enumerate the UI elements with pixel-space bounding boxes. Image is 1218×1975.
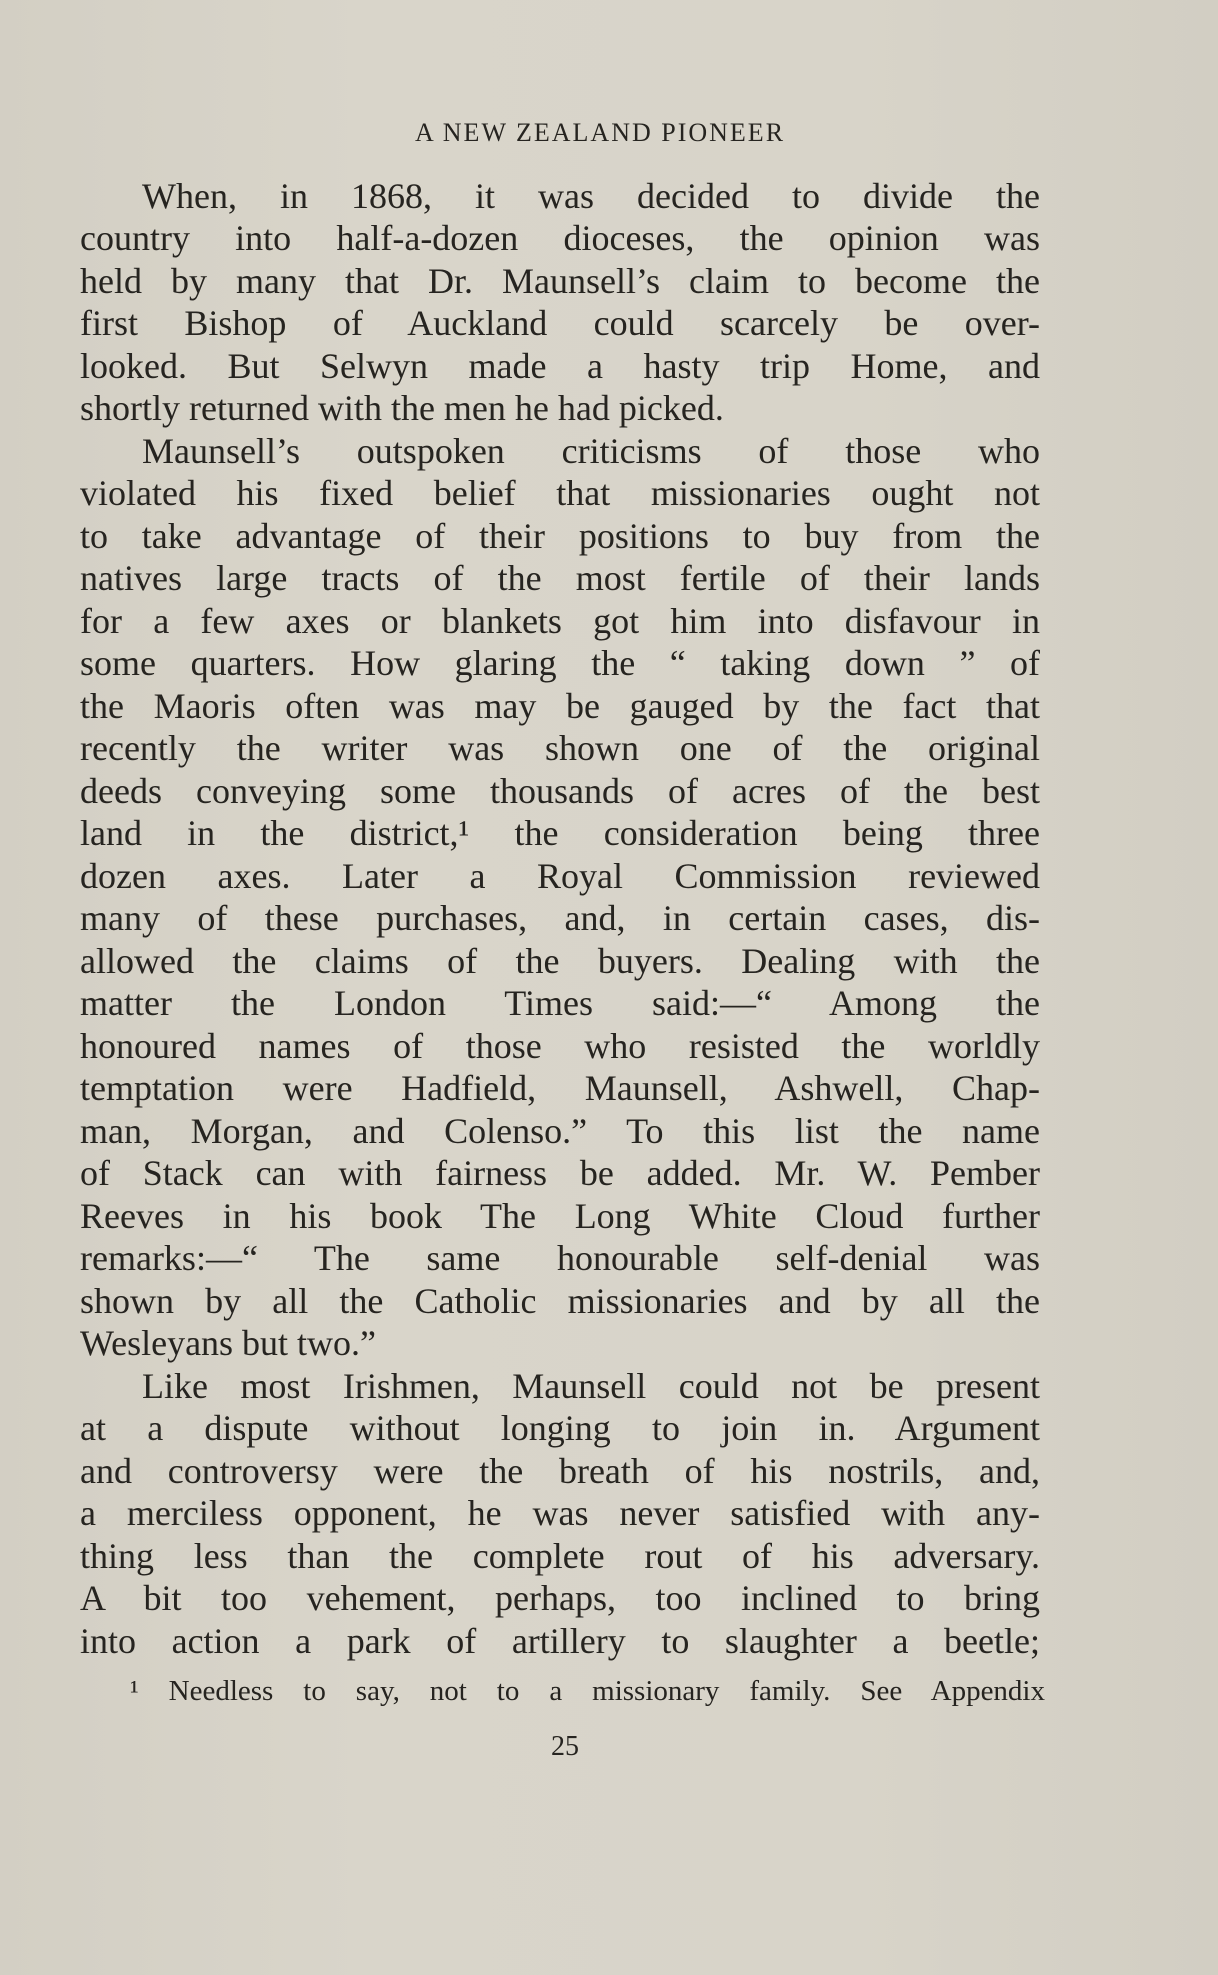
text-line: of Stack can with fairness be added. Mr. W. Pember: [80, 1153, 1040, 1193]
text-line: When, in 1868, it was decided to divide the: [142, 176, 1040, 216]
text-line: dozen axes. Later a Royal Commission reviewed: [80, 856, 1040, 896]
text-line: land in the district,¹ the consideration being three: [80, 813, 1040, 853]
text-line: honoured names of those who resisted the worldly: [80, 1026, 1040, 1066]
text-line: shortly returned with the men he had picked.: [80, 388, 724, 428]
text-line: Like most Irishmen, Maunsell could not be present: [142, 1366, 1040, 1406]
text-line: deeds conveying some thousands of acres of the best: [80, 771, 1040, 811]
text-line: violated his fixed belief that missionaries ought not: [80, 473, 1040, 513]
text-line: first Bishop of Auckland could scarcely be over-: [80, 303, 1040, 343]
text-line: and controversy were the breath of his nostrils, and,: [80, 1451, 1040, 1491]
text-line: remarks:—“ The same honourable self-denial was: [80, 1238, 1040, 1278]
text-line: the Maoris often was may be gauged by the fact that: [80, 686, 1040, 726]
text-line: Wesleyans but two.”: [80, 1323, 377, 1363]
text-line: looked. But Selwyn made a hasty trip Home, and: [80, 346, 1040, 386]
text-line: allowed the claims of the buyers. Dealing with the: [80, 941, 1040, 981]
text-line: to take advantage of their positions to buy from the: [80, 516, 1040, 556]
text-line: held by many that Dr. Maunsell’s claim to become the: [80, 261, 1040, 301]
text-line: matter the London Times said:—“ Among the: [80, 983, 1040, 1023]
text-line: for a few axes or blankets got him into disfavour in: [80, 601, 1040, 641]
text-line: Reeves in his book The Long White Cloud further: [80, 1196, 1040, 1236]
text-line: at a dispute without longing to join in. Argument: [80, 1408, 1040, 1448]
text-line: a merciless opponent, he was never satisfied with any-: [80, 1493, 1040, 1533]
text-line: A bit too vehement, perhaps, too inclined to bring: [80, 1578, 1040, 1618]
footnote: ¹ Needless to say, not to a missionary family. See Appendix: [130, 1675, 1045, 1707]
text-line: shown by all the Catholic missionaries and by all the: [80, 1281, 1040, 1321]
text-line: man, Morgan, and Colenso.” To this list the name: [80, 1111, 1040, 1151]
text-line: country into half-a-dozen dioceses, the opinion was: [80, 218, 1040, 258]
text-line: many of these purchases, and, in certain cases, dis-: [80, 898, 1040, 938]
text-line: temptation were Hadfield, Maunsell, Ashwell, Chap-: [80, 1068, 1040, 1108]
running-head: A NEW ZEALAND PIONEER: [414, 118, 786, 147]
text-line: recently the writer was shown one of the original: [80, 728, 1040, 768]
text-line: thing less than the complete rout of his adversary.: [80, 1536, 1040, 1576]
text-line: natives large tracts of the most fertile of their lands: [80, 558, 1040, 598]
text-line: Maunsell’s outspoken criticisms of those who: [142, 431, 1040, 471]
text-line: into action a park of artillery to slaughter a beetle;: [80, 1621, 1040, 1661]
page-number: 25: [551, 1731, 579, 1762]
text-line: some quarters. How glaring the “ taking down ” of: [80, 643, 1040, 683]
